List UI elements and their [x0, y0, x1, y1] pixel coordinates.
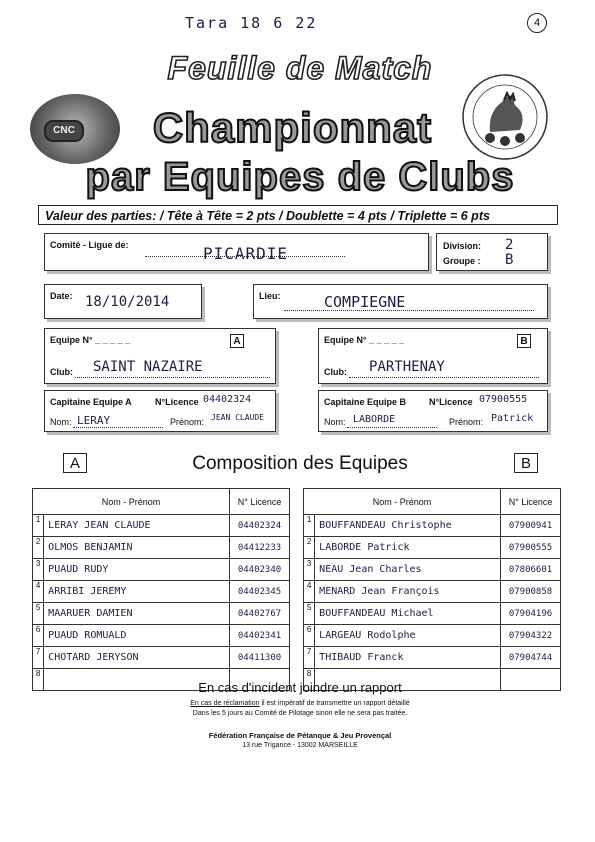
- capitaine-b-label: Capitaine Equipe B: [324, 397, 407, 407]
- team-b-col-nom: Nom - Prénom: [304, 489, 501, 515]
- team-b-player-name[interactable]: THIBAUD Franck: [315, 647, 501, 669]
- capitaine-a-nom-value[interactable]: LERAY: [77, 414, 111, 427]
- incident-title: En cas d'incident joindre un rapport: [198, 680, 402, 695]
- equipe-b-box: [318, 328, 548, 384]
- federation-name: Fédération Française de Pétanque & Jeu Provençal: [208, 731, 392, 740]
- capitaine-b-nom-label: Nom:: [324, 417, 346, 427]
- capitaine-b-nom-dots: [347, 427, 437, 428]
- title-feuille-de-match: Feuille de Match: [167, 50, 433, 86]
- team-a-player-name[interactable]: PUAUD ROMUALD: [44, 625, 230, 647]
- team-a-row: [33, 537, 290, 559]
- comite-label: Comité - Ligue de:: [50, 240, 129, 250]
- team-b-player-licence[interactable]: 07904744: [501, 647, 561, 669]
- top-handwritten-note: Tara 18 6 22: [185, 14, 318, 32]
- team-b-row: [304, 515, 561, 537]
- capitaine-b-box: [318, 390, 548, 432]
- cnc-logo-text: CNC: [44, 120, 84, 142]
- date-box: [44, 284, 202, 319]
- team-a-row: [33, 559, 290, 581]
- team-b-player-licence[interactable]: 07900858: [501, 581, 561, 603]
- team-b-player-name[interactable]: LABORDE Patrick: [315, 537, 501, 559]
- team-b-player-licence[interactable]: 07900941: [501, 515, 561, 537]
- team-a-col-nom: Nom - Prénom: [33, 489, 230, 515]
- equipe-b-letter: B: [517, 334, 531, 348]
- lieu-label: Lieu:: [259, 291, 281, 301]
- composition-letter-a: A: [63, 453, 87, 473]
- incident-line-1: [120, 700, 480, 707]
- capitaine-a-prenom-label: Prénom:: [170, 417, 205, 427]
- team-a-col-licence: N° Licence: [230, 489, 290, 515]
- team-a-player-licence[interactable]: 04411300: [230, 647, 290, 669]
- division-box: [436, 233, 548, 271]
- team-a-player-licence[interactable]: 04402345: [230, 581, 290, 603]
- team-b-player-name[interactable]: BOUFFANDEAU Michael: [315, 603, 501, 625]
- equipe-a-letter: A: [230, 334, 244, 348]
- team-a-table: [32, 488, 290, 691]
- incident-line-2: Dans les 5 jours au Comité de Pilotage sinon elle ne sera pas traitée.: [192, 710, 408, 717]
- team-b-row-number: 8: [304, 669, 315, 691]
- lieu-dots: [284, 310, 534, 311]
- equipe-b-label: Equipe N° _ _ _ _ _: [324, 335, 405, 345]
- team-a-player-name[interactable]: MAARUER DAMIEN: [44, 603, 230, 625]
- team-b-row-number: 7: [304, 647, 315, 669]
- team-b-body: [304, 515, 561, 691]
- team-b-header-row: [304, 489, 561, 515]
- equipe-b-club-dots: [349, 377, 539, 378]
- equipe-a-club-value[interactable]: SAINT NAZAIRE: [93, 359, 203, 375]
- comite-value[interactable]: PICARDIE: [203, 244, 289, 263]
- equipe-b-club-value[interactable]: PARTHENAY: [369, 359, 445, 375]
- team-b-player-licence[interactable]: 07806601: [501, 559, 561, 581]
- capitaine-a-licence-value[interactable]: 04402324: [203, 394, 252, 405]
- team-b-player-name[interactable]: BOUFFANDEAU Christophe: [315, 515, 501, 537]
- federation-rooster-logo: [460, 72, 550, 162]
- incident-line-1-rest: il est impératif de transmettre un rapport détaillé: [259, 700, 410, 707]
- team-a-row: [33, 515, 290, 537]
- comite-box: [44, 233, 429, 271]
- team-b-player-licence[interactable]: 07904322: [501, 625, 561, 647]
- team-a-row-number: 5: [33, 603, 44, 625]
- team-b-player-licence[interactable]: 07900555: [501, 537, 561, 559]
- title-championnat: Championnat: [152, 104, 433, 151]
- equipe-a-box: [44, 328, 276, 384]
- groupe-value[interactable]: B: [505, 252, 514, 268]
- team-a-player-licence[interactable]: 04412233: [230, 537, 290, 559]
- composition-title: Composition des Equipes: [192, 453, 408, 474]
- team-b-player-name[interactable]: MENARD Jean François: [315, 581, 501, 603]
- team-b-row-number: 2: [304, 537, 315, 559]
- team-a-player-licence[interactable]: 04402767: [230, 603, 290, 625]
- team-b-player-licence[interactable]: 07904196: [501, 603, 561, 625]
- team-a-row: [33, 625, 290, 647]
- team-b-player-name[interactable]: NEAU Jean Charles: [315, 559, 501, 581]
- incident-line-1-underlined: En cas de réclamation: [190, 700, 260, 707]
- page-number: 4: [527, 13, 547, 33]
- team-b-row-number: 4: [304, 581, 315, 603]
- team-b-row: [304, 625, 561, 647]
- team-b-row-number: 3: [304, 559, 315, 581]
- equipe-a-label: Equipe N° _ _ _ _ _: [50, 335, 131, 345]
- groupe-label: Groupe :: [443, 256, 481, 266]
- team-b-row: [304, 603, 561, 625]
- composition-letter-b: B: [514, 453, 538, 473]
- team-a-body: [33, 515, 290, 691]
- capitaine-b-licence-value[interactable]: 07900555: [479, 394, 528, 405]
- division-value[interactable]: 2: [505, 237, 514, 253]
- capitaine-b-prenom-value[interactable]: Patrick: [491, 413, 534, 424]
- team-b-row: [304, 581, 561, 603]
- lieu-box: [253, 284, 548, 319]
- team-a-row-number: 6: [33, 625, 44, 647]
- title-par-equipes-de-clubs: par Equipes de Clubs: [85, 155, 515, 199]
- capitaine-a-licence-label: N°Licence: [155, 397, 199, 407]
- division-label: Division:: [443, 241, 482, 251]
- team-a-player-name[interactable]: ARRIBI JEREMY: [44, 581, 230, 603]
- team-a-player-licence[interactable]: 04402324: [230, 515, 290, 537]
- team-a-row-number: 2: [33, 537, 44, 559]
- team-a-player-licence[interactable]: 04402340: [230, 559, 290, 581]
- capitaine-a-nom-dots: [73, 427, 163, 428]
- team-b-row: [304, 647, 561, 669]
- capitaine-b-nom-value[interactable]: LABORDE: [353, 414, 396, 425]
- team-b-col-licence: N° Licence: [501, 489, 561, 515]
- team-a-player-licence[interactable]: 04402341: [230, 625, 290, 647]
- team-a-header-row: [33, 489, 290, 515]
- team-a-row-number: 3: [33, 559, 44, 581]
- team-b-row-number: 5: [304, 603, 315, 625]
- team-b-table: [303, 488, 561, 691]
- team-b-row: [304, 537, 561, 559]
- date-value[interactable]: 18/10/2014: [85, 294, 170, 310]
- team-a-row-number: 7: [33, 647, 44, 669]
- team-a-row: [33, 647, 290, 669]
- team-a-row-number: 8: [33, 669, 44, 691]
- team-a-row-number: 4: [33, 581, 44, 603]
- team-a-row: [33, 581, 290, 603]
- date-label: Date:: [50, 291, 73, 301]
- capitaine-b-licence-label: N°Licence: [429, 397, 473, 407]
- capitaine-a-box: [44, 390, 276, 432]
- capitaine-a-prenom-value[interactable]: JEAN CLAUDE: [211, 413, 264, 422]
- team-a-row-number: 1: [33, 515, 44, 537]
- team-b-row-number: 6: [304, 625, 315, 647]
- lieu-value[interactable]: COMPIEGNE: [324, 293, 406, 311]
- points-values-banner: Valeur des parties: / Tête à Tête = 2 pts / Doublette = 4 pts / Triplette = 6 pts: [38, 205, 558, 225]
- equipe-b-club-label: Club:: [324, 367, 347, 377]
- team-a-player-name[interactable]: OLMOS BENJAMIN: [44, 537, 230, 559]
- team-b-row-number: 1: [304, 515, 315, 537]
- team-a-player-name[interactable]: LERAY JEAN CLAUDE: [44, 515, 230, 537]
- team-a-row: [33, 603, 290, 625]
- equipe-a-club-label: Club:: [50, 367, 73, 377]
- cnc-logo: [30, 94, 120, 164]
- capitaine-a-nom-label: Nom:: [50, 417, 72, 427]
- capitaine-a-label: Capitaine Equipe A: [50, 397, 132, 407]
- federation-address: 13 rue Trigance - 13002 MARSEILLE: [242, 742, 358, 749]
- equipe-a-club-dots: [75, 377, 270, 378]
- capitaine-b-prenom-label: Prénom:: [449, 417, 484, 427]
- team-b-player-licence[interactable]: [501, 669, 561, 691]
- team-a-player-name[interactable]: PUAUD RUDY: [44, 559, 230, 581]
- team-a-player-name[interactable]: CHOTARD JERYSON: [44, 647, 230, 669]
- team-b-row: [304, 559, 561, 581]
- team-b-player-name[interactable]: LARGEAU Rodolphe: [315, 625, 501, 647]
